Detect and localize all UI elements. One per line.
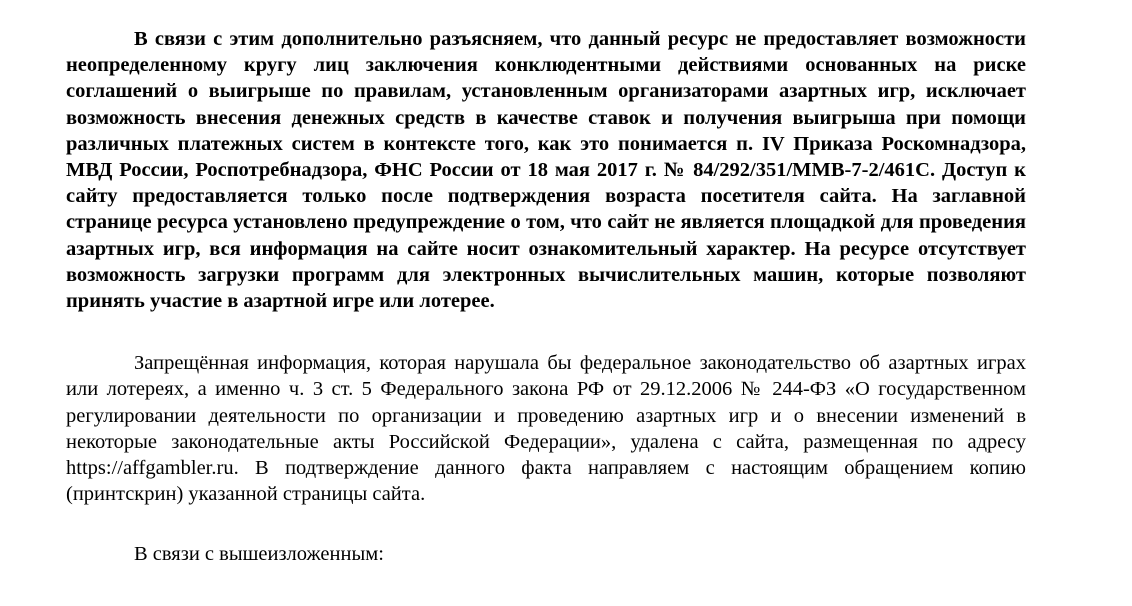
document-page [66, 26, 1026, 568]
clarification-paragraph: В связи с этим дополнительно разъясняем, что данный ресурс не предоставляет возможности неопределенному кругу лиц заключения конклюдентными действиями основанных на риске соглашений о выигрыше по правилам, установленным организаторами азартных игр, исключает возможность внесения денежных средств в качестве ставок и получения выигрыша при помощи различных платежных систем в контексте того, как это понимается п. IV Приказа Роскомнадзора, МВД России, Роспотребнадзора, ФНС России от 18 мая 2017 г. № 84/292/351/ММВ-7-2/461С. Доступ к сайту предоставляется только после подтверждения возраста посетителя сайта. На заглавной странице ресурса установлено предупреждение о том, что сайт не является площадкой для проведения азартных игр, вся информация на сайте носит ознакомительный характер. На ресурсе отсутствует возможность загрузки программ для электронных вычислительных машин, которые позволяют принять участие в азартной игре или лотерее. [66, 28, 1026, 313]
removed-content-paragraph: Запрещённая информация, которая нарушала бы федеральное законодательство об азартных играх или лотереях, а именно ч. 3 ст. 5 Федерального закона РФ от 29.12.2006 № 244-ФЗ «О государственном регулировании деятельности по организации и проведению азартных игр и о внесении изменений в некоторые законодательные акты Российской Федерации», удалена с сайта, размещенная по адресу https://affgambler.ru. В подтверждение данного факта направляем с настоящим обращением копию (принтскрин) указанной страницы сайта. [66, 352, 1026, 506]
conclusion-paragraph: В связи с вышеизложенным: [134, 543, 384, 566]
